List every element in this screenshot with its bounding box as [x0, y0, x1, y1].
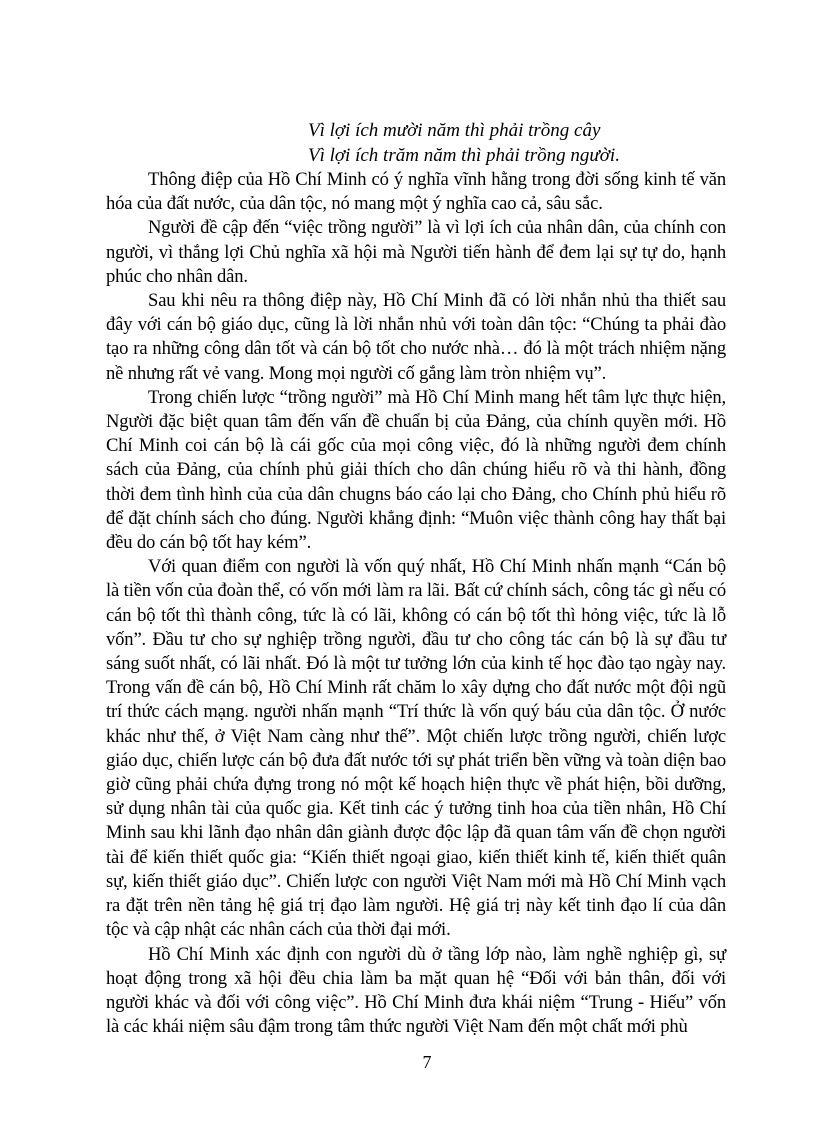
paragraph-6: Hồ Chí Minh xác định con người dù ở tầng lớp nào, làm nghề nghiệp gì, sự hoạt động trong xã hội đều chia làm ba mặt quan hệ “Đối với bản thân, đối với người khác và đối với công việc”. Hồ Chí Minh đưa khái niệm “Trung - Hiếu” vốn là các khái niệm sâu đậm trong tâm thức người Việt Nam đến một chất mới phù: [106, 943, 726, 1038]
poem-line-2: Vì lợi ích trăm năm thì phải trồng người.: [308, 145, 620, 166]
paragraph-5: Với quan điểm con người là vốn quý nhất, Hồ Chí Minh nhấn mạnh “Cán bộ là tiền vốn của đoàn thể, có vốn mới làm ra lãi. Bất cứ chính sách, công tác gì nếu có cán bộ tốt thì thành công, tức là có lãi, không có cán bộ tốt thì hỏng việc, tức là lỗ vốn”. Đầu tư cho sự nghiệp trồng người, đầu tư cho công tác cán bộ là sự đầu tư sáng suốt nhất, có lãi nhất. Đó là một tư tưởng lớn của kinh tế học đào tạo ngày nay. Trong vấn đề cán bộ, Hồ Chí Minh rất chăm lo xây dựng cho đất nước một đội ngũ trí thức cách mạng. người nhấn mạnh “Trí thức là vốn quý báu của dân tộc. Ở nước khác như thế, ở Việt Nam càng như thế”. Một chiến lược trồng người, chiến lược giáo dục, chiến lược cán bộ đưa đất nước tới sự phát triển bền vững và toàn diện bao giờ cũng phải chứa đựng trong nó một kế hoạch hiện thực về phát hiện, bồi dưỡng, sử dụng nhân tài của quốc gia. Kết tinh các ý tưởng tinh hoa của tiền nhân, Hồ Chí Minh sau khi lãnh đạo nhân dân giành được độc lập đã quan tâm vấn đề chọn người tài để kiến thiết quốc gia: “Kiến thiết ngoại giao, kiến thiết kinh tế, kiến thiết quân sự, kiến thiết giáo dục”. Chiến lược con người Việt Nam mới mà Hồ Chí Minh vạch ra đặt trên nền tảng hệ giá trị đạo làm người. Hệ giá trị này kết tinh đạo lí của dân tộc và cập nhật các nhân cách của thời đại mới.: [106, 556, 726, 941]
paragraph-4: Trong chiến lược “trồng người” mà Hồ Chí Minh mang hết tâm lực thực hiện, Người đặc biệt quan tâm đến vấn đề chuẩn bị của Đảng, của chính quyền mới. Hồ Chí Minh coi cán bộ là cái gốc của mọi công việc, đó là những người đem chính sách của Đảng, của chính phủ giải thích cho dân chúng hiểu rõ và thi hành, đồng thời đem tình hình của của dân chugns báo cáo lại cho Đảng, cho Chính phủ hiểu rõ để đặt chính sách cho đúng. Người khẳng định: “Muôn việc thành công hay thất bại đều do cán bộ tốt hay kém”.: [106, 386, 726, 554]
paragraph-1: Thông điệp của Hồ Chí Minh có ý nghĩa vĩnh hằng trong đời sống kinh tế văn hóa của đất nước, của dân tộc, nó mang một ý nghĩa cao cả, sâu sắc.: [106, 169, 726, 215]
page-number: 7: [422, 1052, 432, 1072]
epigraph-poem: [120, 118, 720, 168]
body-text: [106, 168, 726, 1039]
paragraph-2: Người đề cập đến “việc trồng người” là vì lợi ích của nhân dân, của chính con người, vì thắng lợi Chủ nghĩa xã hội mà Người tiến hành để đem lại sự tự do, hạnh phúc cho nhân dân.: [106, 217, 726, 287]
paragraph-3: Sau khi nêu ra thông điệp này, Hồ Chí Minh đã có lời nhắn nhủ tha thiết sau đây với cán bộ giáo dục, cũng là lời nhắn nhủ với toàn dân tộc: “Chúng ta phải đào tạo ra những công dân tốt và cán bộ tốt cho nước nhà… đó là một trách nhiệm nặng nề nhưng rất vẻ vang. Mong mọi người cố gắng làm tròn nhiệm vụ”.: [106, 290, 726, 384]
poem-line-1: Vì lợi ích mười năm thì phải trồng cây: [308, 120, 601, 141]
